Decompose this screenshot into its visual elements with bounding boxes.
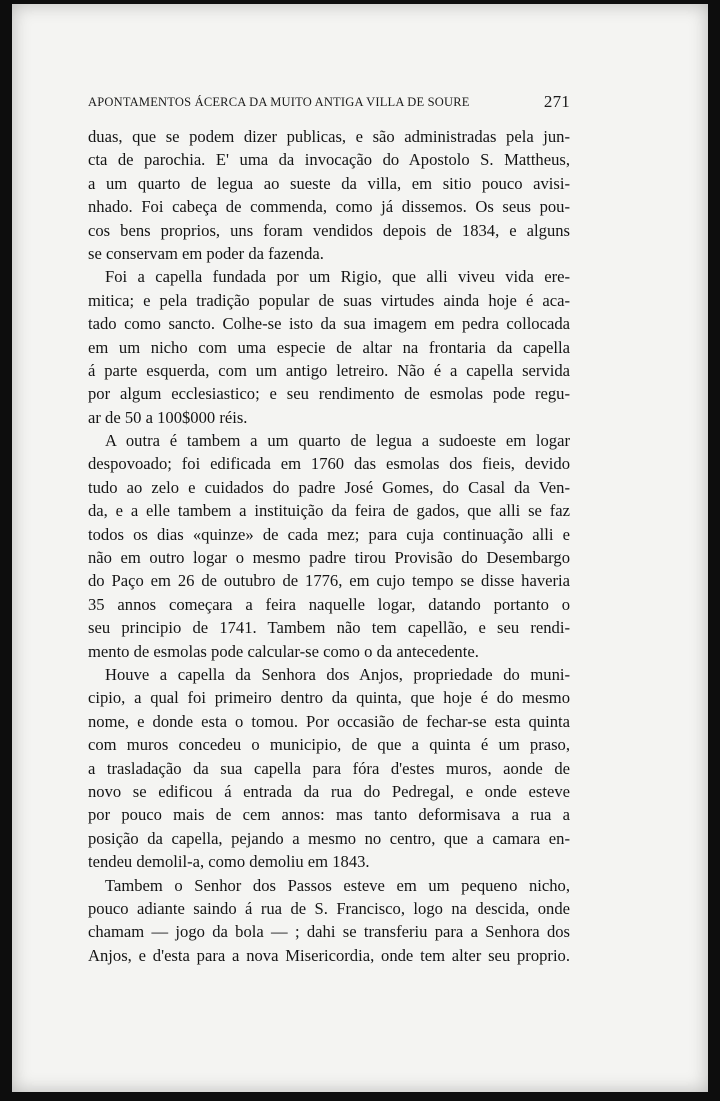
text-line: tado como sancto. Colhe-se isto da sua imagem em pedra collocada bbox=[88, 314, 570, 334]
text-line: a um quarto de legua ao sueste da villa, em sitio pouco avisi- bbox=[88, 173, 570, 193]
text-line: despovoado; foi edificada em 1760 das esmolas dos fieis, devido bbox=[88, 454, 570, 474]
text-line: chamam — jogo da bola — ; dahi se transferiu para a Senhora dos bbox=[88, 922, 570, 942]
text-line: posição da capella, pejando a mesmo no centro, que a camara en- bbox=[88, 828, 570, 848]
text-line: Anjos, e d'esta para a nova Misericordia, onde tem alter seu proprio. bbox=[88, 945, 570, 965]
text-line: pouco adiante saindo á rua de S. Francisco, logo na descida, onde bbox=[88, 898, 570, 918]
text-line: em um nicho com uma especie de altar na frontaria da capella bbox=[88, 337, 570, 357]
running-title: APONTAMENTOS ÁCERCA DA MUITO ANTIGA VILLA DE SOURE bbox=[88, 95, 470, 109]
text-line: da, e a elle tambem a instituição da feira de gados, que alli se faz bbox=[88, 501, 570, 521]
text-line: se conservam em poder da fazenda. bbox=[88, 243, 324, 263]
text-line: por pouco mais de cem annos: mas tanto deformisava a rua a bbox=[88, 805, 570, 825]
text-line: nhado. Foi cabeça de commenda, como já dissemos. Os seus pou- bbox=[88, 197, 570, 217]
text-line: a trasladação da sua capella para fóra d'estes muros, aonde de bbox=[88, 758, 570, 778]
text-line: mitica; e pela tradição popular de suas virtudes ainda hoje é aca- bbox=[88, 290, 570, 310]
paragraph-start-line: Houve a capella da Senhora dos Anjos, propriedade do muni- bbox=[105, 664, 570, 684]
text-line: com muros concedeu o municipio, de que a quinta é um praso, bbox=[88, 735, 570, 755]
text-line: seu principio de 1741. Tambem não tem capellão, e seu rendi- bbox=[88, 618, 570, 638]
text-line: todos os dias «quinze» de cada mez; para cuja continuação alli e bbox=[88, 524, 570, 544]
page-header bbox=[88, 93, 570, 113]
text-line: por algum ecclesiastico; e seu rendimento de esmolas pode regu- bbox=[88, 384, 570, 404]
text-line: cos bens proprios, uns foram vendidos depois de 1834, e alguns bbox=[88, 220, 570, 240]
page-number: 271 bbox=[543, 92, 570, 111]
text-line: novo se edificou á entrada da rua do Pedregal, e onde esteve bbox=[88, 781, 570, 801]
text-line: cta de parochia. E' uma da invocação do Apostolo S. Mattheus, bbox=[88, 150, 570, 170]
text-line: tendeu demolil-a, como demoliu em 1843. bbox=[88, 852, 370, 872]
body-text bbox=[88, 125, 570, 967]
paragraph-start-line: Foi a capella fundada por um Rigio, que alli viveu vida ere- bbox=[105, 267, 570, 287]
text-line: mento de esmolas pode calcular-se como o da antecedente. bbox=[88, 641, 479, 661]
text-line: á parte esquerda, com um antigo letreiro. Não é a capella servida bbox=[88, 360, 570, 380]
text-line: ar de 50 a 100$000 réis. bbox=[88, 407, 248, 427]
text-line: não em outro logar o mesmo padre tirou Provisão do Desembargo bbox=[88, 548, 570, 568]
text-line: tudo ao zelo e cuidados do padre José Gomes, do Casal da Ven- bbox=[88, 477, 570, 497]
paragraph-start-line: A outra é tambem a um quarto de legua a sudoeste em logar bbox=[105, 431, 570, 451]
text-line: nome, e donde esta o tomou. Por occasião de fechar-se esta quinta bbox=[88, 711, 570, 731]
paragraph-start-line: Tambem o Senhor dos Passos esteve em um pequeno nicho, bbox=[105, 875, 570, 895]
text-line: do Paço em 26 de outubro de 1776, em cujo tempo se disse haveria bbox=[88, 571, 570, 591]
text-line: 35 annos começara a feira naquelle logar, datando portanto o bbox=[88, 594, 570, 614]
text-line: cipio, a qual foi primeiro dentro da quinta, que hoje é do mesmo bbox=[88, 688, 570, 708]
text-line: duas, que se podem dizer publicas, e são administradas pela jun- bbox=[88, 127, 570, 146]
